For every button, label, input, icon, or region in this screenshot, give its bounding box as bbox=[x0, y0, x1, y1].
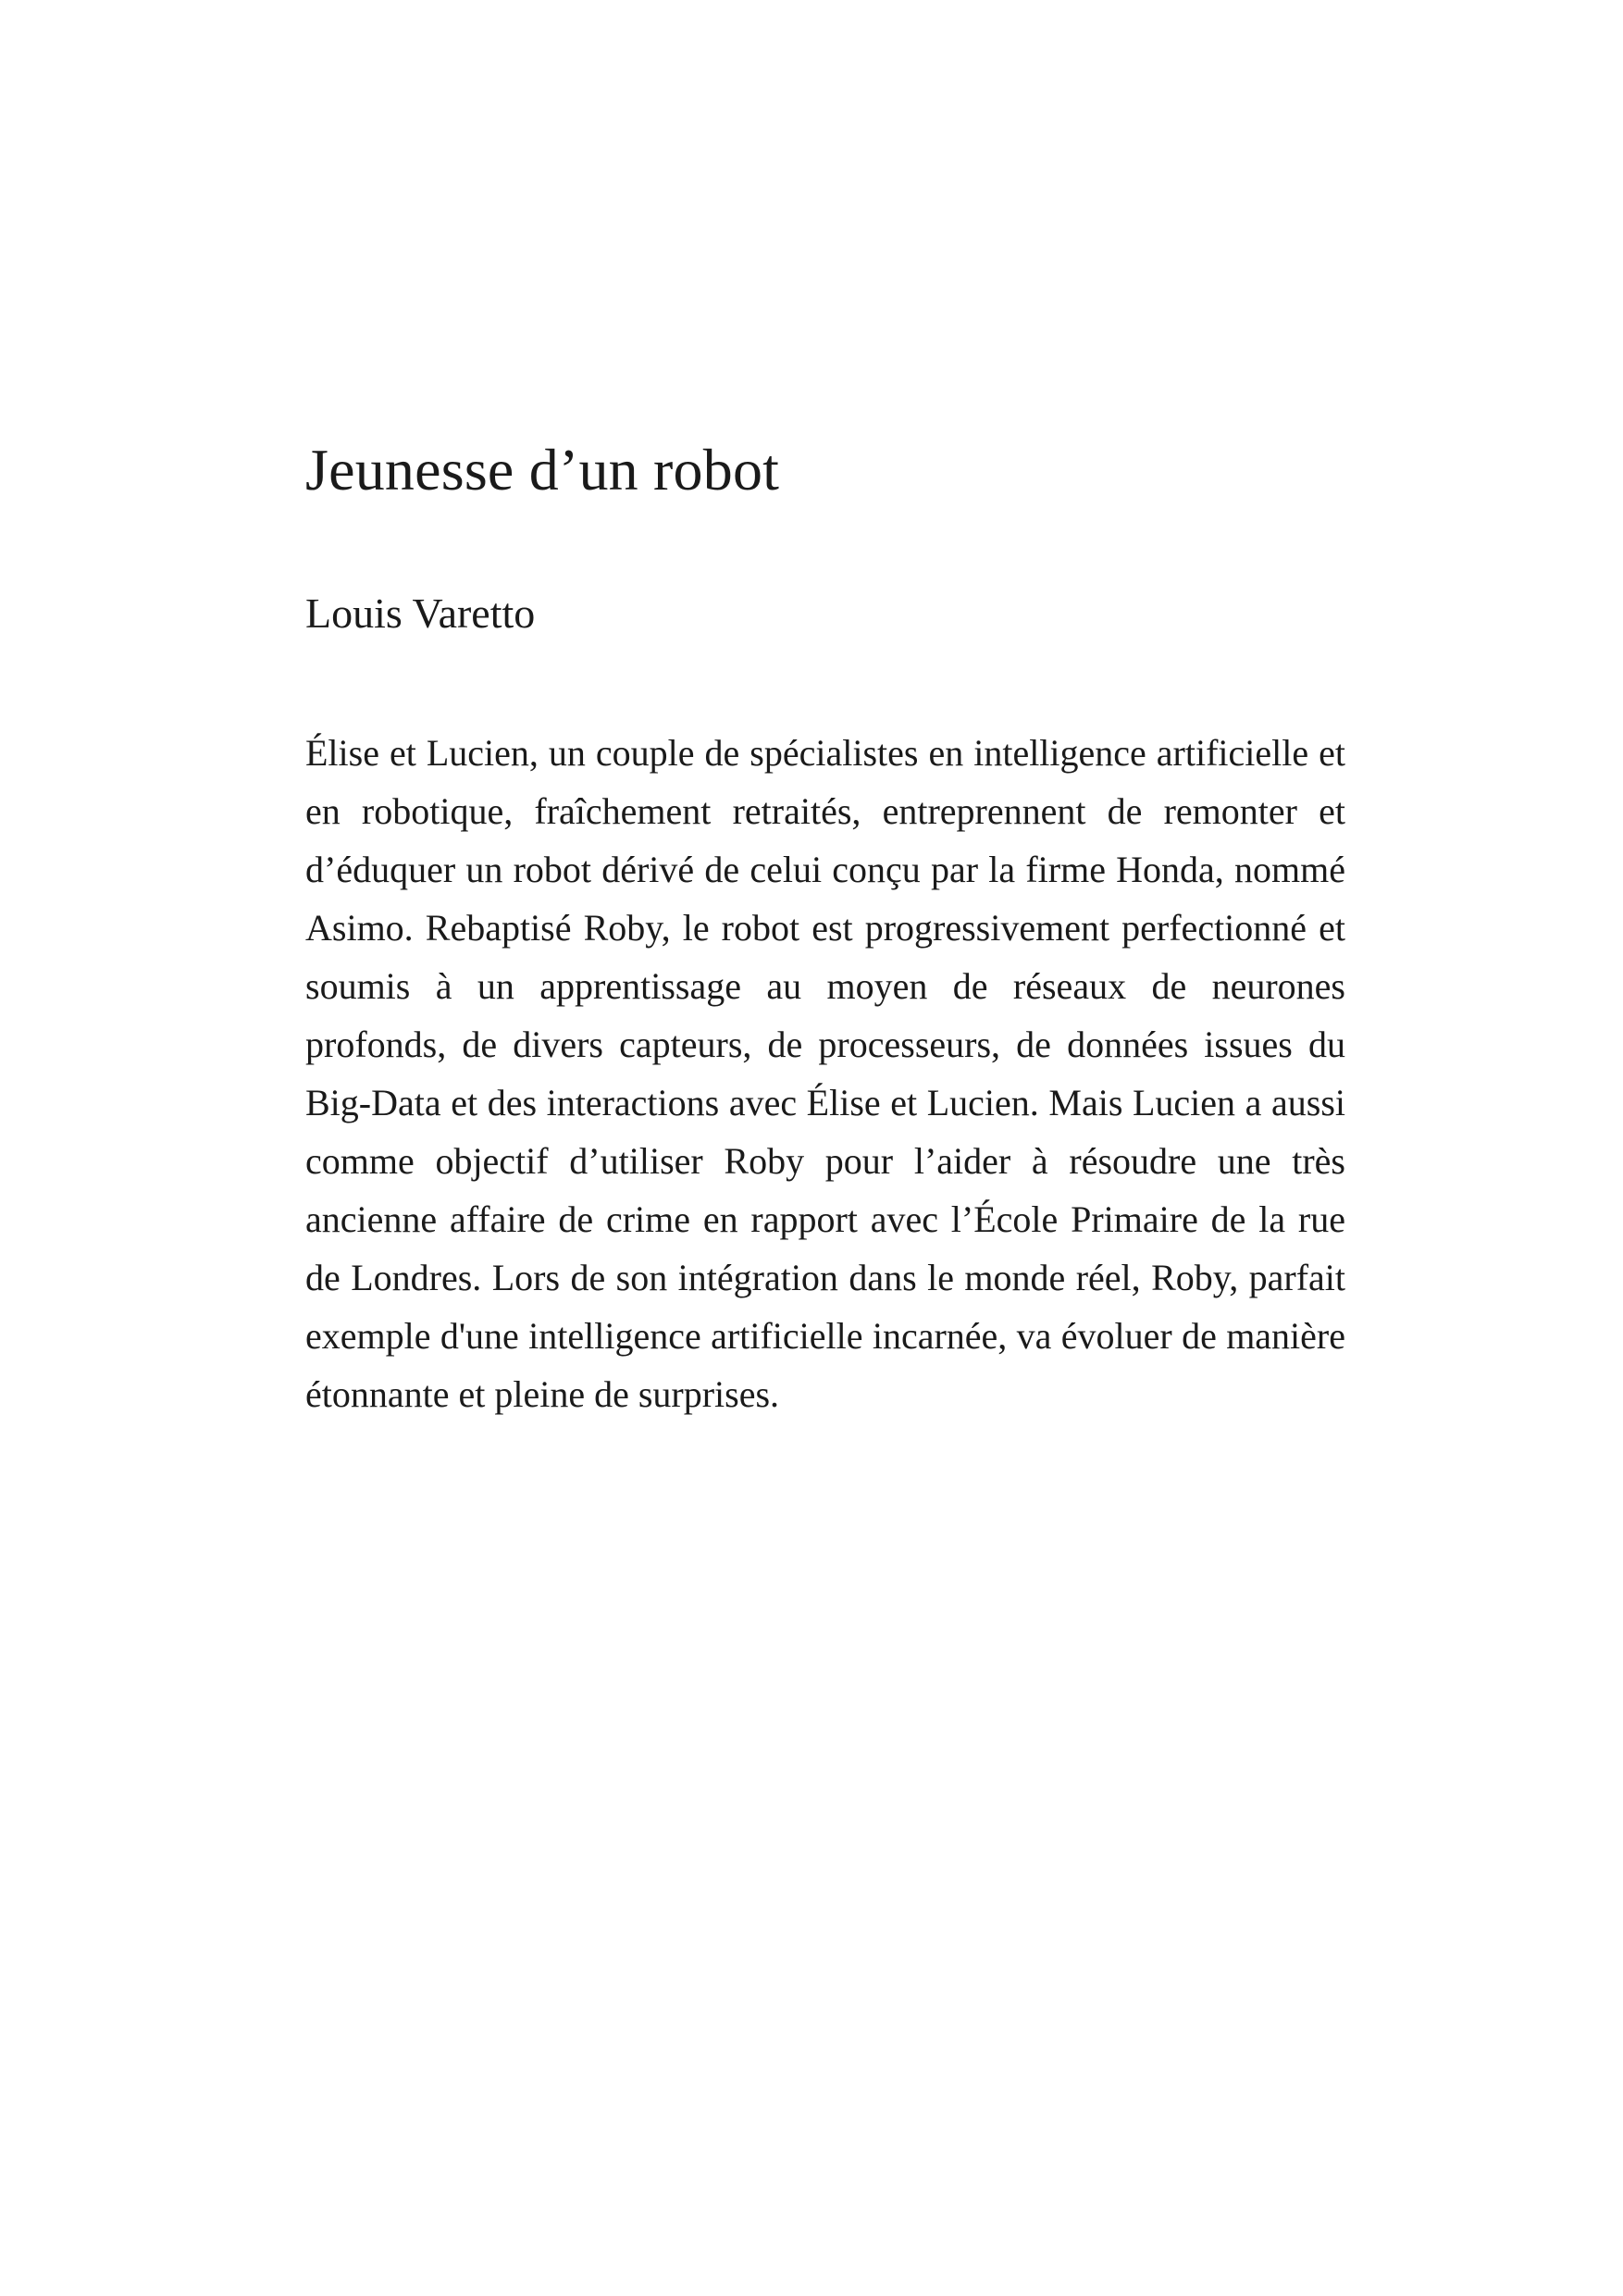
book-synopsis: Élise et Lucien, un couple de spécialistes en intelligence artificielle et en robotique, fraîchement retraités, entreprennent de remonter et d’éduquer un robot dérivé de celui conçu par la firme Honda, nommé Asimo. Rebaptisé Roby, le robot est progressivement perfectionné et soumis à un apprentissage au moyen de réseaux de neurones profonds, de divers capteurs, de processeurs, de données issues du Big-Data et des interactions avec Élise et Lucien. Mais Lucien a aussi comme objectif d’utiliser Roby pour l’aider à résoudre une très ancienne affaire de crime en rapport avec l’École Primaire de la rue de Londres. Lors de son intégration dans le monde réel, Roby, parfait exemple d'une intelligence artificielle incarnée, va évoluer de manière étonnante et pleine de surprises. bbox=[305, 731, 1345, 1415]
book-author: Louis Varetto bbox=[305, 589, 536, 637]
book-title: Jeunesse d’un robot bbox=[305, 437, 780, 503]
text-block bbox=[305, 435, 1345, 1423]
